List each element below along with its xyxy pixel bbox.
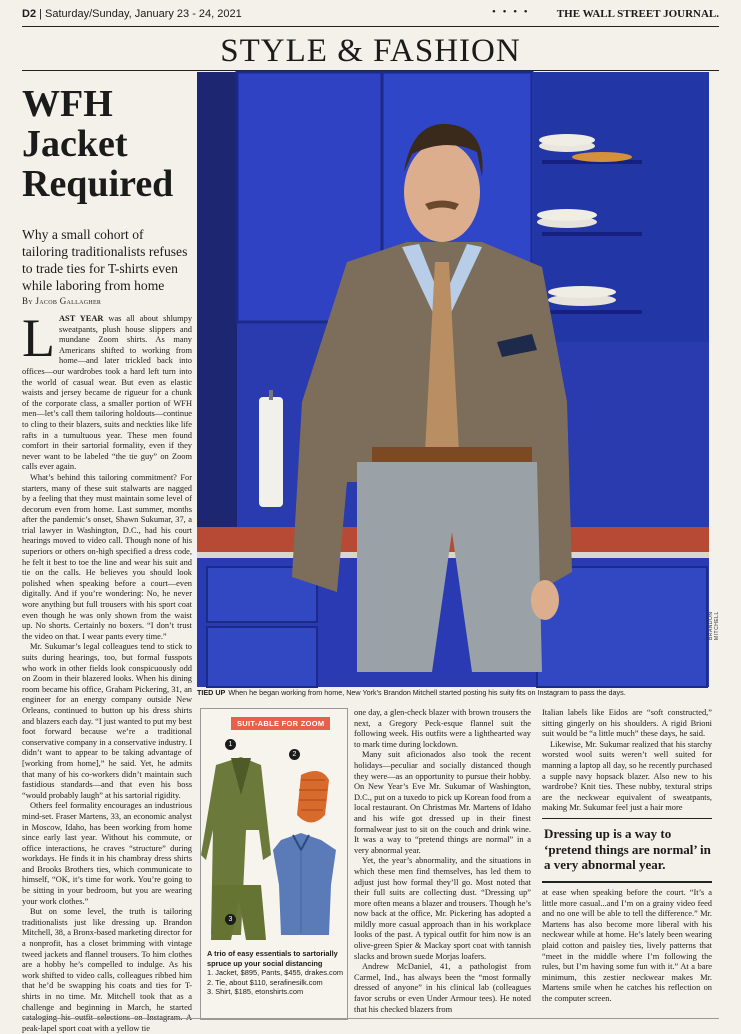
paragraph-6: one day, a glen-check blazer with brown trousers the next, a Gregory Peck-esque flannel suit the following week. His outfits were a lighthearted way to mark time during lockdown.: [354, 708, 531, 749]
badge-3: 3: [225, 914, 236, 925]
sidebar-item-1: 1. Jacket, $895, Pants, $455, drakes.com: [207, 968, 343, 978]
byline: By Jacob Gallagher: [22, 296, 102, 306]
tie-image: [297, 771, 329, 823]
body-column-4-bottom: [542, 888, 712, 1018]
sidebar-caption-head: A trio of easy essentials to sartorially spruce up your social distancing: [207, 949, 338, 968]
paragraph-3: Mr. Sukumar’s legal colleagues tend to stick to suits during hearings, too, but formal fusspots who work in other fields look conspicuously odd on Zoom in their blazered looks. When his dining room became his office, Graham Pickering, 31, an engineer for an energy company outside New Orleans, continued to button up his dress shirts and blazers each day. “I just wanted to put my best foot forward because we’re a traditional conservative company in a conservative industry. I didn’t want to appear to be taking advantage of [working from home],” he said. Yet, he admits that many of his co-workers didn’t maintain such fastidious standards—and that even his boss “would probably laugh” at his sartorial rigidity.: [22, 642, 192, 800]
sidebar-caption: [207, 949, 343, 997]
caption-lead: TIED UP: [197, 688, 226, 697]
sidebar-item-3: 3. Shirt, $185, etonshirts.com: [207, 987, 304, 997]
main-photo: [197, 72, 709, 687]
headline: WFH Jacket Required: [22, 83, 174, 205]
lead-in: AST YEAR: [59, 314, 104, 323]
sidebar-item-2: 2. Tie, about $110, serafinesilk.com: [207, 977, 323, 987]
paragraph-7: Many suit aficionados also took the recent holidays—peculiar and socially distanced though they were—as an opportunity to pursue their hobby. On New Year’s Eve Mr. Sukumar of Washington, D.C., put on a tuxedo to pick up Korean food from a local restaurant. On Christmas Mr. Martens of Idaho and his wife got dressed up in their finest formalwear just to sit on the couch and drink wine. It was a way to “pretend things are normal” in a very abnormal year.: [354, 750, 531, 855]
masthead: [22, 8, 719, 26]
badge-1: 1: [225, 739, 236, 750]
pull-quote: Dressing up is a way to ‘pretend things are normal’ in a very abnormal year.: [544, 826, 711, 872]
body-column-1: [22, 308, 193, 1033]
jacket-pants-image: [201, 757, 271, 940]
sidebar-title: SUIT-ABLE FOR ZOOM: [231, 717, 330, 730]
paragraph-12: at ease when speaking before the court. “It’s a little more casual...and I’m on a grainy video feed and no one will be able to tell the difference.” Mr. Martens has also become more liberal with his neckwear while at home. He’s lately been wearing plaid cotton and paisley ties, lively patterns that “meet in the middle where I’m following the rules, but I’m having some fun with it.” At a bare minimum, this zestier neckwear makes Mr. Martens smile when he catches his reflection on the computer screen.: [542, 888, 712, 1003]
paper-name: THE WALL STREET JOURNAL.: [556, 8, 719, 20]
shirt-image: [273, 833, 336, 935]
page-date: D2 | Saturday/Sunday, January 23 - 24, 2021: [22, 8, 242, 20]
top-rule: [22, 26, 719, 27]
photo-illustration: [197, 72, 709, 687]
caption-text: When he began working from home, New York’s Brandon Mitchell started posting his suity fits on Instagram to pass the days.: [228, 688, 626, 697]
paragraph-2: What’s behind this tailoring commitment? For starters, many of these suit stalwarts are nagged by a feeling that they must maintain some level of decorum even from home. Last summer, months after the pandemic’s onset, Shawn Sukumar, 37, a trial lawyer in Washington, D.C., had his court hearings moved to video call. Though none of his superiors or others on-high specified a dress code, he felt it best to toe the line and wear his suit and tie on the calls. He believes you should look polished when speaking before a court—even digitally. And if you’re wondering: No, he never wore anything but full trousers with his sport coat even though he was only shown from the waist up. No shorts. Certainly no boxers. “I don’t trust the video on that. I wear pants every time.”: [22, 472, 192, 641]
pull-quote-rule-bottom: [542, 881, 712, 883]
body-column-3: [354, 708, 531, 1018]
paragraph-8: Yet, the year’s abnormality, and the situations in which these men find themselves, has led them to adjust just how formal they’ll go. Most noted that their full suits are collecting dust. “Dressing up” more often means a blazer and trousers. Though he’s now back at the office, Mr. Pickering has adopted a mildly more casual approach than in his workplace looks of the past. A typical outfit for him now is an olive-green Spier & Mackay sport coat with tannish slacks and brown suede Morjas loafers.: [354, 856, 531, 961]
pull-quote-rule-top: [542, 818, 712, 819]
photo-caption: [197, 688, 709, 697]
dek: Why a small cohort of tailoring traditionalists refuses to trade ties for T-shirts even while laboring from home: [22, 227, 188, 293]
paragraph-1: was all about shlumpy sweatpants, plush house slippers and mundane Zoom shirts. As many Americans shifted to working from home—and later trickled back into offices—our wardrobes took a hard left turn into the world of casual wear. But even as elastic waists and jersey became de rigueur for a chunk of the corporate class, a smaller portion of WFH men—let’s call them tailoring holdouts—continue to cling to their blazers, suits and neckties like life rafts in a tumultuous year. These men found comfort in their sartorial formality, even if they never want to be labeled “the tie guy” on Zoom calls ever again.: [22, 314, 193, 472]
products-illustration: [201, 735, 347, 947]
paragraph-4: Others feel formality encourages an industrious mind-set. Fraser Martens, 33, an economic analyst in Moscow, Idaho, has been working from home since early last year. Without his commute, or office interactions, he craves “structure” during workdays. He finds it in his chambray dress shirts and Brooks Brothers ties, which communicate to himself, “OK, it’s time for work. You’re going to be sitting in your bedroom, but you are wearing your work clothes.”: [22, 801, 192, 906]
drop-cap: L: [22, 308, 55, 368]
bottom-rule: [22, 1018, 719, 1019]
photo-credit: BRANDON MITCHELL: [708, 611, 720, 640]
badge-2: 2: [289, 749, 300, 760]
paragraph-9: Andrew McDaniel, 41, a pathologist from Carmel, Ind., has always been the “most formally dressed of anyone” in his clinical lab (colleagues favor scrubs or even Under Armour tees). He noted that his checked blazers from: [354, 962, 531, 1014]
shopping-sidebar: [200, 708, 348, 1020]
section-title: STYLE & FASHION: [220, 33, 521, 69]
issue-date: Saturday/Sunday, January 23 - 24, 2021: [45, 8, 242, 20]
paragraph-11: Likewise, Mr. Sukumar realized that his starchy worsted wool suits weren’t well suited for manning a laptop all day, so he recently purchased a supple navy hopsack blazer. Also new to his wardrobe? Knit ties. These nubby, textural strips are the neckwear equivalent of sweatpants, making Mr. Sukumar feel just a hair more: [542, 739, 712, 813]
masthead-dots: • • • •: [492, 6, 530, 18]
body-column-4-top: [542, 708, 712, 814]
paragraph-5: But on some level, the truth is tailoring traditionalists just like dressing up. Brandon Mitchell, 38, a Bronx-based marketing director for a nonprofit, has a closet brimming with vintage tweed jackets and flannel trousers. To him clothes are a hobby he’s compelled to indulge. As his work shifted to video calls, colleagues ribbed him that he’d be swapping his coats and ties for T-shirts in no time. Mr. Mitchell took that as a challenge and beginning in March, he started cataloging his outfit selections on Instagram. A peak-lapel sport coat with a yellow tie: [22, 907, 192, 1033]
paragraph-10: Italian labels like Eidos are “soft constructed,” sitting gingerly on his shoulders. A rigid Brioni suit would be “a little much” these days, he said.: [542, 708, 712, 739]
page-number: D2: [22, 8, 37, 20]
